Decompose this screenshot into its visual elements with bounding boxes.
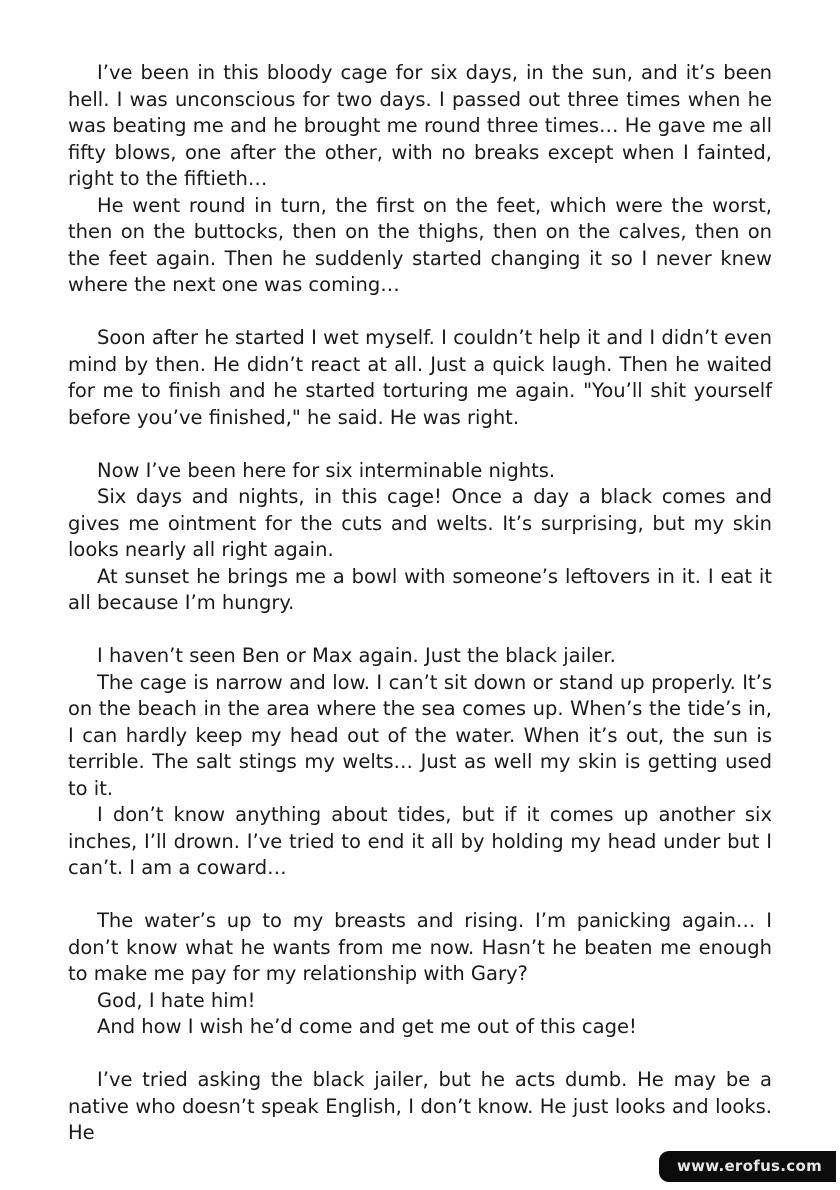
story-text xyxy=(68,60,772,1147)
paragraph: God, I hate him! xyxy=(97,988,256,1012)
paragraph: Now I’ve been here for six interminable nights. xyxy=(97,458,556,482)
paragraph: I haven’t seen Ben or Max again. Just the black jailer. xyxy=(97,644,616,667)
watermark: www.erofus.com xyxy=(659,1151,836,1182)
paragraph: He went round in turn, the first on the feet, which were the worst, then on the buttocks, then on the thighs, then on the calves, then on the feet again. Then he suddenly started changing it so I never knew where the next one was coming… xyxy=(68,193,772,296)
paragraph: I don’t know anything about tides, but if it comes up another six inches, I’ll drown. I’ve tried to end it all by holding my head under but I can’t. I am a coward… xyxy=(68,803,772,879)
paragraph: I’ve been in this bloody cage for six days, in the sun, and it’s been hell. I was unconscious for two days. I passed out three times when he was beating me and he brought me round three times… He gave me all fifty blows, one after the other, with no breaks except when I fainted, right to the fiftieth… xyxy=(68,61,772,190)
paragraph: Soon after he started I wet myself. I couldn’t help it and I didn’t even mind by then. He didn’t react at all. Just a quick laugh. Then he waited for me to finish and he started torturing me again. "You’ll shit yourself before you’ve finished," he said. He was right. xyxy=(68,326,772,429)
paragraph: The water’s up to my breasts and rising. I’m panicking again… I don’t know what he wants from me now. Hasn’t he beaten me enough to make me pay for my relationship with Gary? xyxy=(68,909,772,985)
paragraph: Six days and nights, in this cage! Once a day a black comes and gives me ointment for the cuts and welts. It’s surprising, but my skin looks nearly all right again. xyxy=(68,485,772,561)
paragraph: I’ve tried asking the black jailer, but he acts dumb. He may be a native who doesn’t speak English, I don’t know. He just looks and looks. He xyxy=(68,1068,772,1144)
paragraph: The cage is narrow and low. I can’t sit down or stand up properly. It’s on the beach in the area where the sea comes up. When’s the tide’s in, I can hardly keep my head out of the water. When it’s out, the sun is terrible. The salt stings my welts… Just as well my skin is getting used to it. xyxy=(68,670,772,800)
paragraph: At sunset he brings me a bowl with someone’s leftovers in it. I eat it all because I’m hungry. xyxy=(68,564,772,614)
paragraph: And how I wish he’d come and get me out of this cage! xyxy=(97,1015,637,1038)
